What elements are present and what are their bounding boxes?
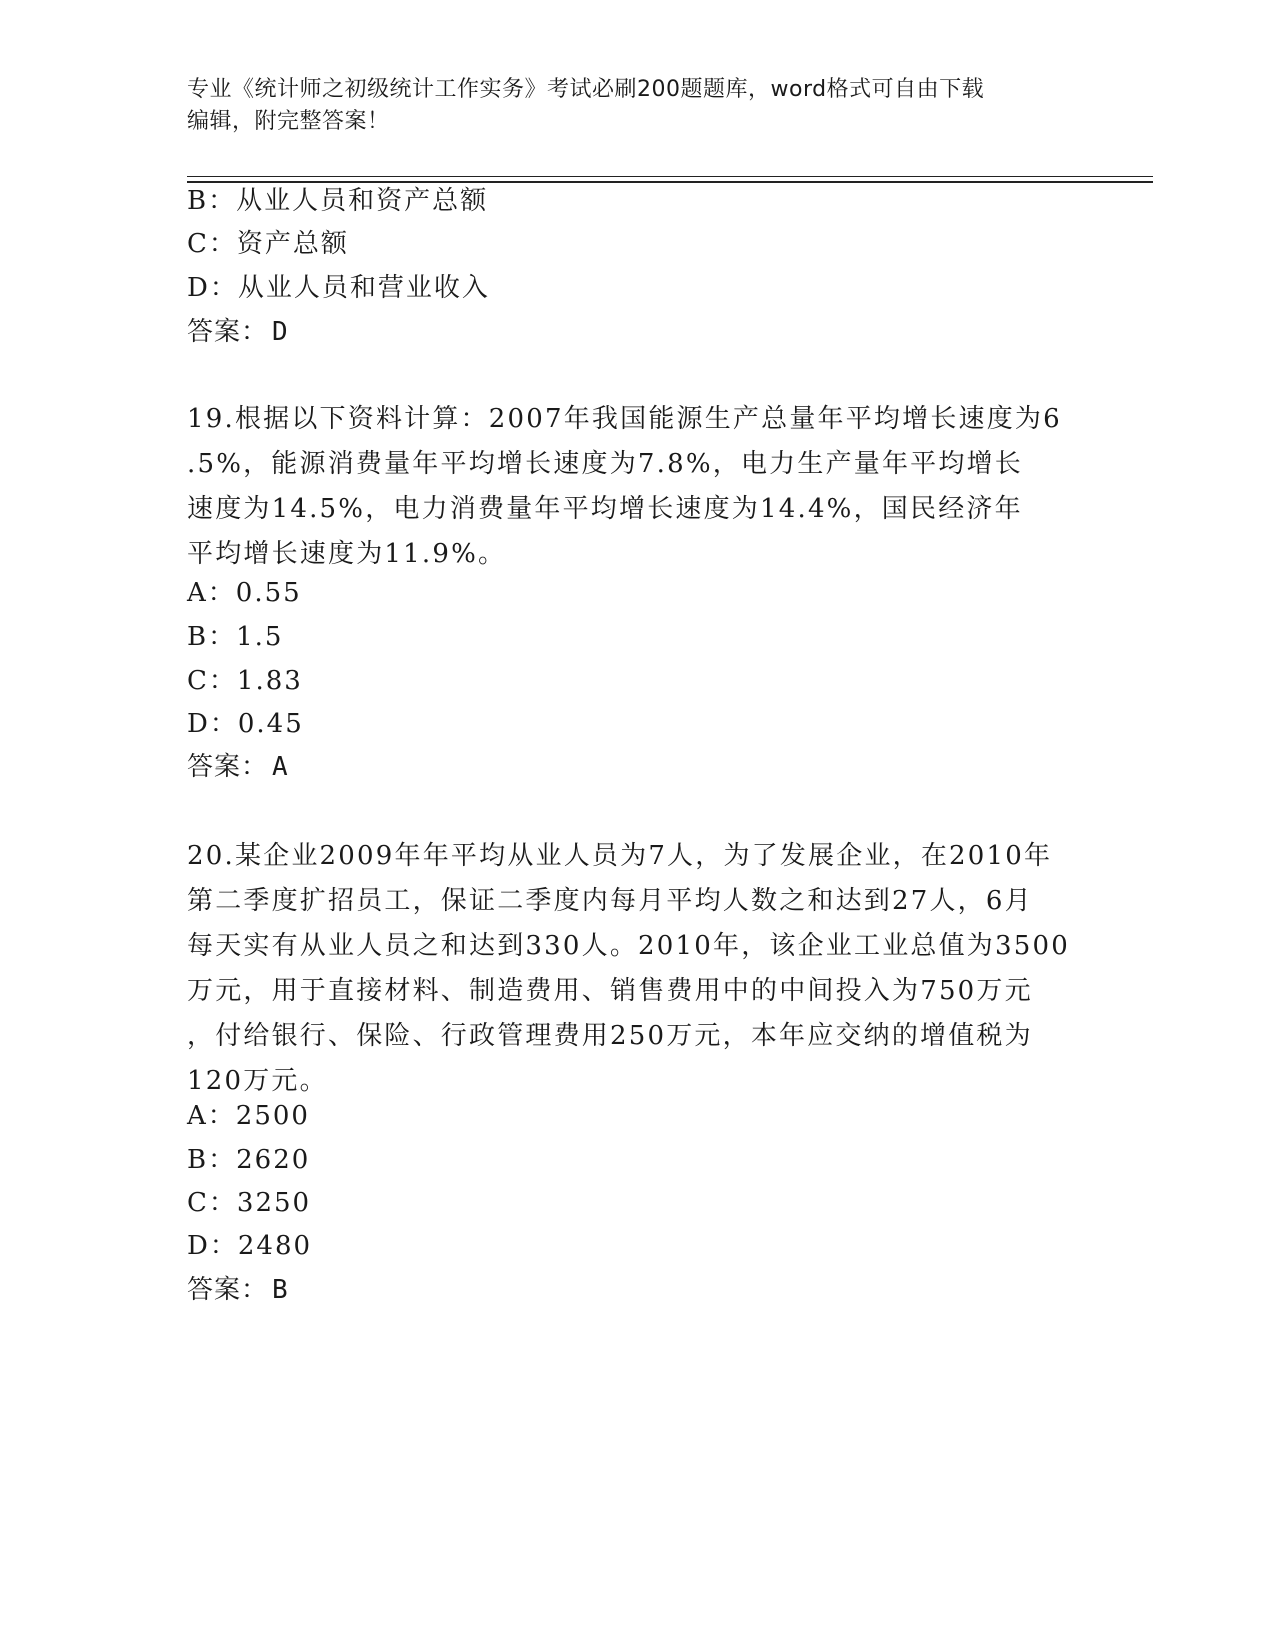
q20-option-b: B：2620 [187,1145,311,1175]
q20-stem-line: 每天实有从业人员之和达到330人。2010年，该企业工业总值为3500 [187,931,1070,961]
q19-option-a: A：0.55 [187,578,302,608]
q18-option-c: C：资产总额 [187,229,349,259]
header-divider-bottom [187,181,1153,183]
q20-option-c: C：3250 [187,1188,312,1218]
q19-stem-line: 平均增长速度为11.9%。 [187,539,507,569]
q18-answer: 答案： D [187,317,289,347]
q20-stem-line: ，付给银行、保险、行政管理费用250万元，本年应交纳的增值税为 [187,1021,1033,1051]
q20-answer: 答案： B [187,1275,289,1305]
header-line-1: 专业《统计师之初级统计工作实务》考试必刷200题题库，word格式可自由下载 [187,77,985,102]
q19-stem [187,397,1087,577]
q20-option-d: D：2480 [187,1231,313,1261]
q19-option-d: D：0.45 [187,709,304,739]
q19-answer: 答案： A [187,752,289,782]
q20-stem-line: 第二季度扩招员工，保证二季度内每月平均人数之和达到27人，6月 [187,886,1033,916]
q19-stem-line: 速度为14.5%，电力消费量年平均增长速度为14.4%，国民经济年 [187,494,1023,524]
q18-option-b: B：从业人员和资产总额 [187,186,489,216]
q20-stem-line: 20.某企业2009年年平均从业人员为7人，为了发展企业，在2010年 [187,841,1053,871]
header-line-2: 编辑，附完整答案！ [187,109,390,134]
q19-stem-line: 19.根据以下资料计算：2007年我国能源生产总量年平均增长速度为6 [187,404,1062,434]
header-divider-top [187,176,1153,177]
q18-option-d: D：从业人员和营业收入 [187,273,490,303]
q19-option-c: C：1.83 [187,666,303,696]
q20-stem-line: 万元，用于直接材料、制造费用、销售费用中的中间投入为750万元 [187,976,1033,1006]
q20-option-a: A：2500 [187,1101,310,1131]
document-header [187,74,1067,138]
q19-stem-line: .5%，能源消费量年平均增长速度为7.8%，电力生产量年平均增长 [187,449,1023,479]
q20-stem-line: 120万元。 [187,1066,328,1096]
q20-stem [187,834,1087,1104]
q19-option-b: B：1.5 [187,622,284,652]
